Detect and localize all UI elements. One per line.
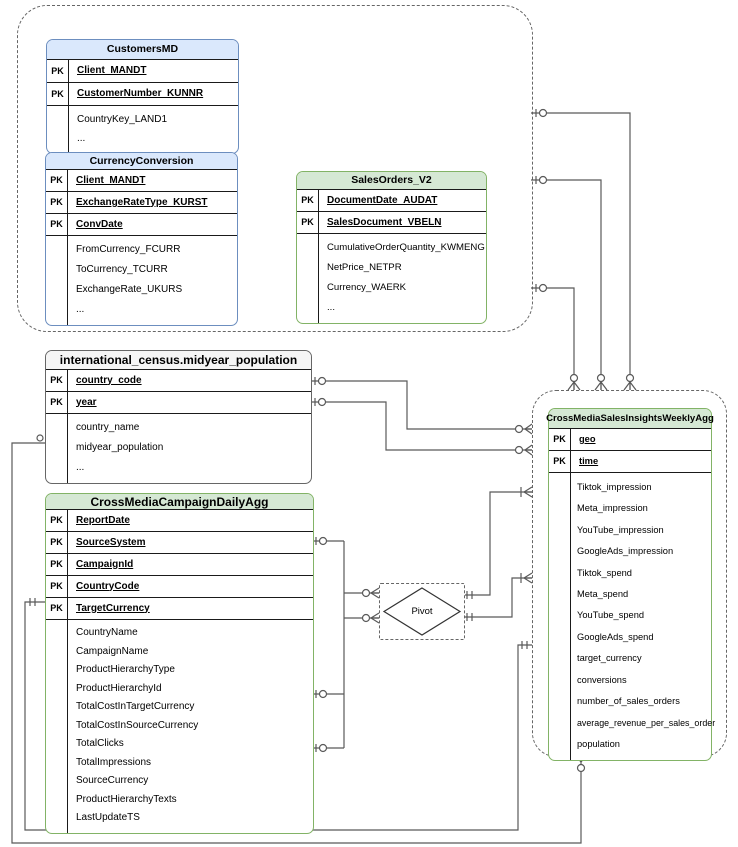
field: TotalCostInTargetCurrency: [76, 701, 195, 713]
field: GoogleAds_impression: [577, 546, 674, 557]
pk-label: PK: [297, 190, 319, 211]
pk-label: PK: [47, 83, 69, 105]
field: ...: [76, 462, 85, 473]
table-sales-insights-weekly-agg[interactable]: [546, 408, 716, 761]
field: conversions: [577, 674, 627, 685]
field: Currency_WAERK: [327, 282, 407, 294]
field: ToCurrency_TCURR: [76, 264, 168, 275]
field: ...: [77, 132, 86, 144]
table-title: CurrencyConversion: [46, 153, 237, 170]
field: ...: [76, 304, 85, 315]
field: average_revenue_per_sales_order: [577, 717, 716, 728]
key-field: CountryCode: [76, 580, 140, 592]
table-title: CustomersMD: [47, 40, 238, 60]
field: TotalClicks: [76, 738, 124, 750]
pk-label: PK: [549, 429, 571, 450]
field: Meta_impression: [577, 503, 648, 514]
connector-currencyconversion-to-weekly[interactable]: [531, 180, 601, 390]
cardinality-marker: [315, 377, 532, 455]
field: GoogleAds_spend: [577, 631, 654, 642]
pk-label: PK: [46, 392, 68, 413]
pk-label: PK: [46, 598, 68, 619]
cardinality-marker: [316, 537, 379, 752]
key-field: geo: [579, 433, 596, 444]
connector-salesorders-to-weekly[interactable]: [531, 288, 574, 390]
field: Tiktok_impression: [577, 482, 652, 493]
pk-label: PK: [46, 214, 68, 235]
pivot-label: Pivot: [411, 606, 433, 617]
field: FromCurrency_FCURR: [76, 244, 181, 255]
pk-label: PK: [46, 510, 68, 531]
key-field: ExchangeRateType_KURST: [76, 196, 208, 208]
pk-label: PK: [46, 370, 68, 391]
cardinality-marker: [536, 109, 547, 292]
field: Tiktok_spend: [577, 567, 632, 578]
cardinality-marker: [467, 487, 532, 621]
table-title: international_census.midyear_population: [46, 351, 311, 370]
table-campaign-daily-agg[interactable]: [45, 493, 314, 834]
table-sales-orders-v2[interactable]: [296, 171, 487, 324]
field: YouTube_impression: [577, 524, 664, 535]
field: CumulativeOrderQuantity_KWMENG: [327, 242, 485, 254]
field: country_name: [76, 422, 140, 433]
key-field: DocumentDate_AUDAT: [327, 194, 438, 206]
field: ProductHierarchyId: [76, 682, 162, 694]
field: LastUpdateTS: [76, 812, 140, 824]
table-title: CrossMediaSalesInsightsWeeklyAgg: [549, 409, 711, 429]
crow-foot-marker: [568, 375, 636, 391]
key-field: SalesDocument_VBELN: [327, 216, 442, 228]
key-field: Client_MANDT: [77, 65, 147, 76]
pk-label: PK: [46, 170, 68, 191]
key-field: year: [76, 396, 97, 408]
pk-label: PK: [46, 192, 68, 213]
field: midyear_population: [76, 442, 164, 453]
field: ProductHierarchyType: [76, 664, 175, 676]
pk-label: PK: [46, 554, 68, 575]
field: ...: [327, 302, 335, 314]
field: ExchangeRate_UKURS: [76, 284, 183, 295]
key-field: SourceSystem: [76, 536, 146, 548]
key-field: ConvDate: [76, 218, 123, 230]
field: NetPrice_NETPR: [327, 262, 402, 274]
field: CountryKey_LAND1: [77, 113, 168, 125]
field: CampaignName: [76, 645, 149, 657]
table-customers-md[interactable]: [46, 39, 239, 154]
key-field: time: [579, 455, 599, 466]
field: ProductHierarchyTexts: [76, 793, 177, 805]
connector-year-to-weekly[interactable]: [310, 402, 532, 450]
field: number_of_sales_orders: [577, 695, 680, 706]
key-field: CustomerNumber_KUNNR: [77, 88, 204, 99]
field: target_currency: [577, 653, 642, 664]
connector-pivot-to-weekly-2[interactable]: [463, 578, 532, 617]
field: TotalCostInSourceCurrency: [76, 719, 199, 731]
field: YouTube_spend: [577, 610, 645, 621]
pk-label: PK: [46, 532, 68, 553]
connector-pivot-to-weekly-1[interactable]: [463, 492, 532, 595]
pk-label: PK: [47, 60, 69, 82]
pk-label: PK: [297, 212, 319, 233]
table-title: CrossMediaCampaignDailyAgg: [46, 494, 313, 510]
key-field: TargetCurrency: [76, 602, 150, 614]
pk-label: PK: [46, 576, 68, 597]
key-field: ReportDate: [76, 514, 130, 526]
pivot-operator[interactable]: [379, 583, 465, 640]
field: CountryName: [76, 627, 138, 639]
table-title: SalesOrders_V2: [297, 172, 486, 190]
key-field: CampaignId: [76, 558, 134, 570]
table-midyear-population[interactable]: [45, 350, 312, 484]
connector-countrycode-to-weekly[interactable]: [310, 381, 532, 429]
table-currency-conversion[interactable]: [45, 152, 238, 326]
pk-label: PK: [549, 451, 571, 472]
key-field: Client_MANDT: [76, 174, 146, 186]
field: population: [577, 738, 620, 749]
field: SourceCurrency: [76, 775, 149, 787]
connector-customersmd-to-weekly[interactable]: [531, 113, 630, 390]
field: Meta_spend: [577, 589, 629, 599]
field: TotalImpressions: [76, 756, 152, 768]
key-field: country_code: [76, 374, 142, 386]
